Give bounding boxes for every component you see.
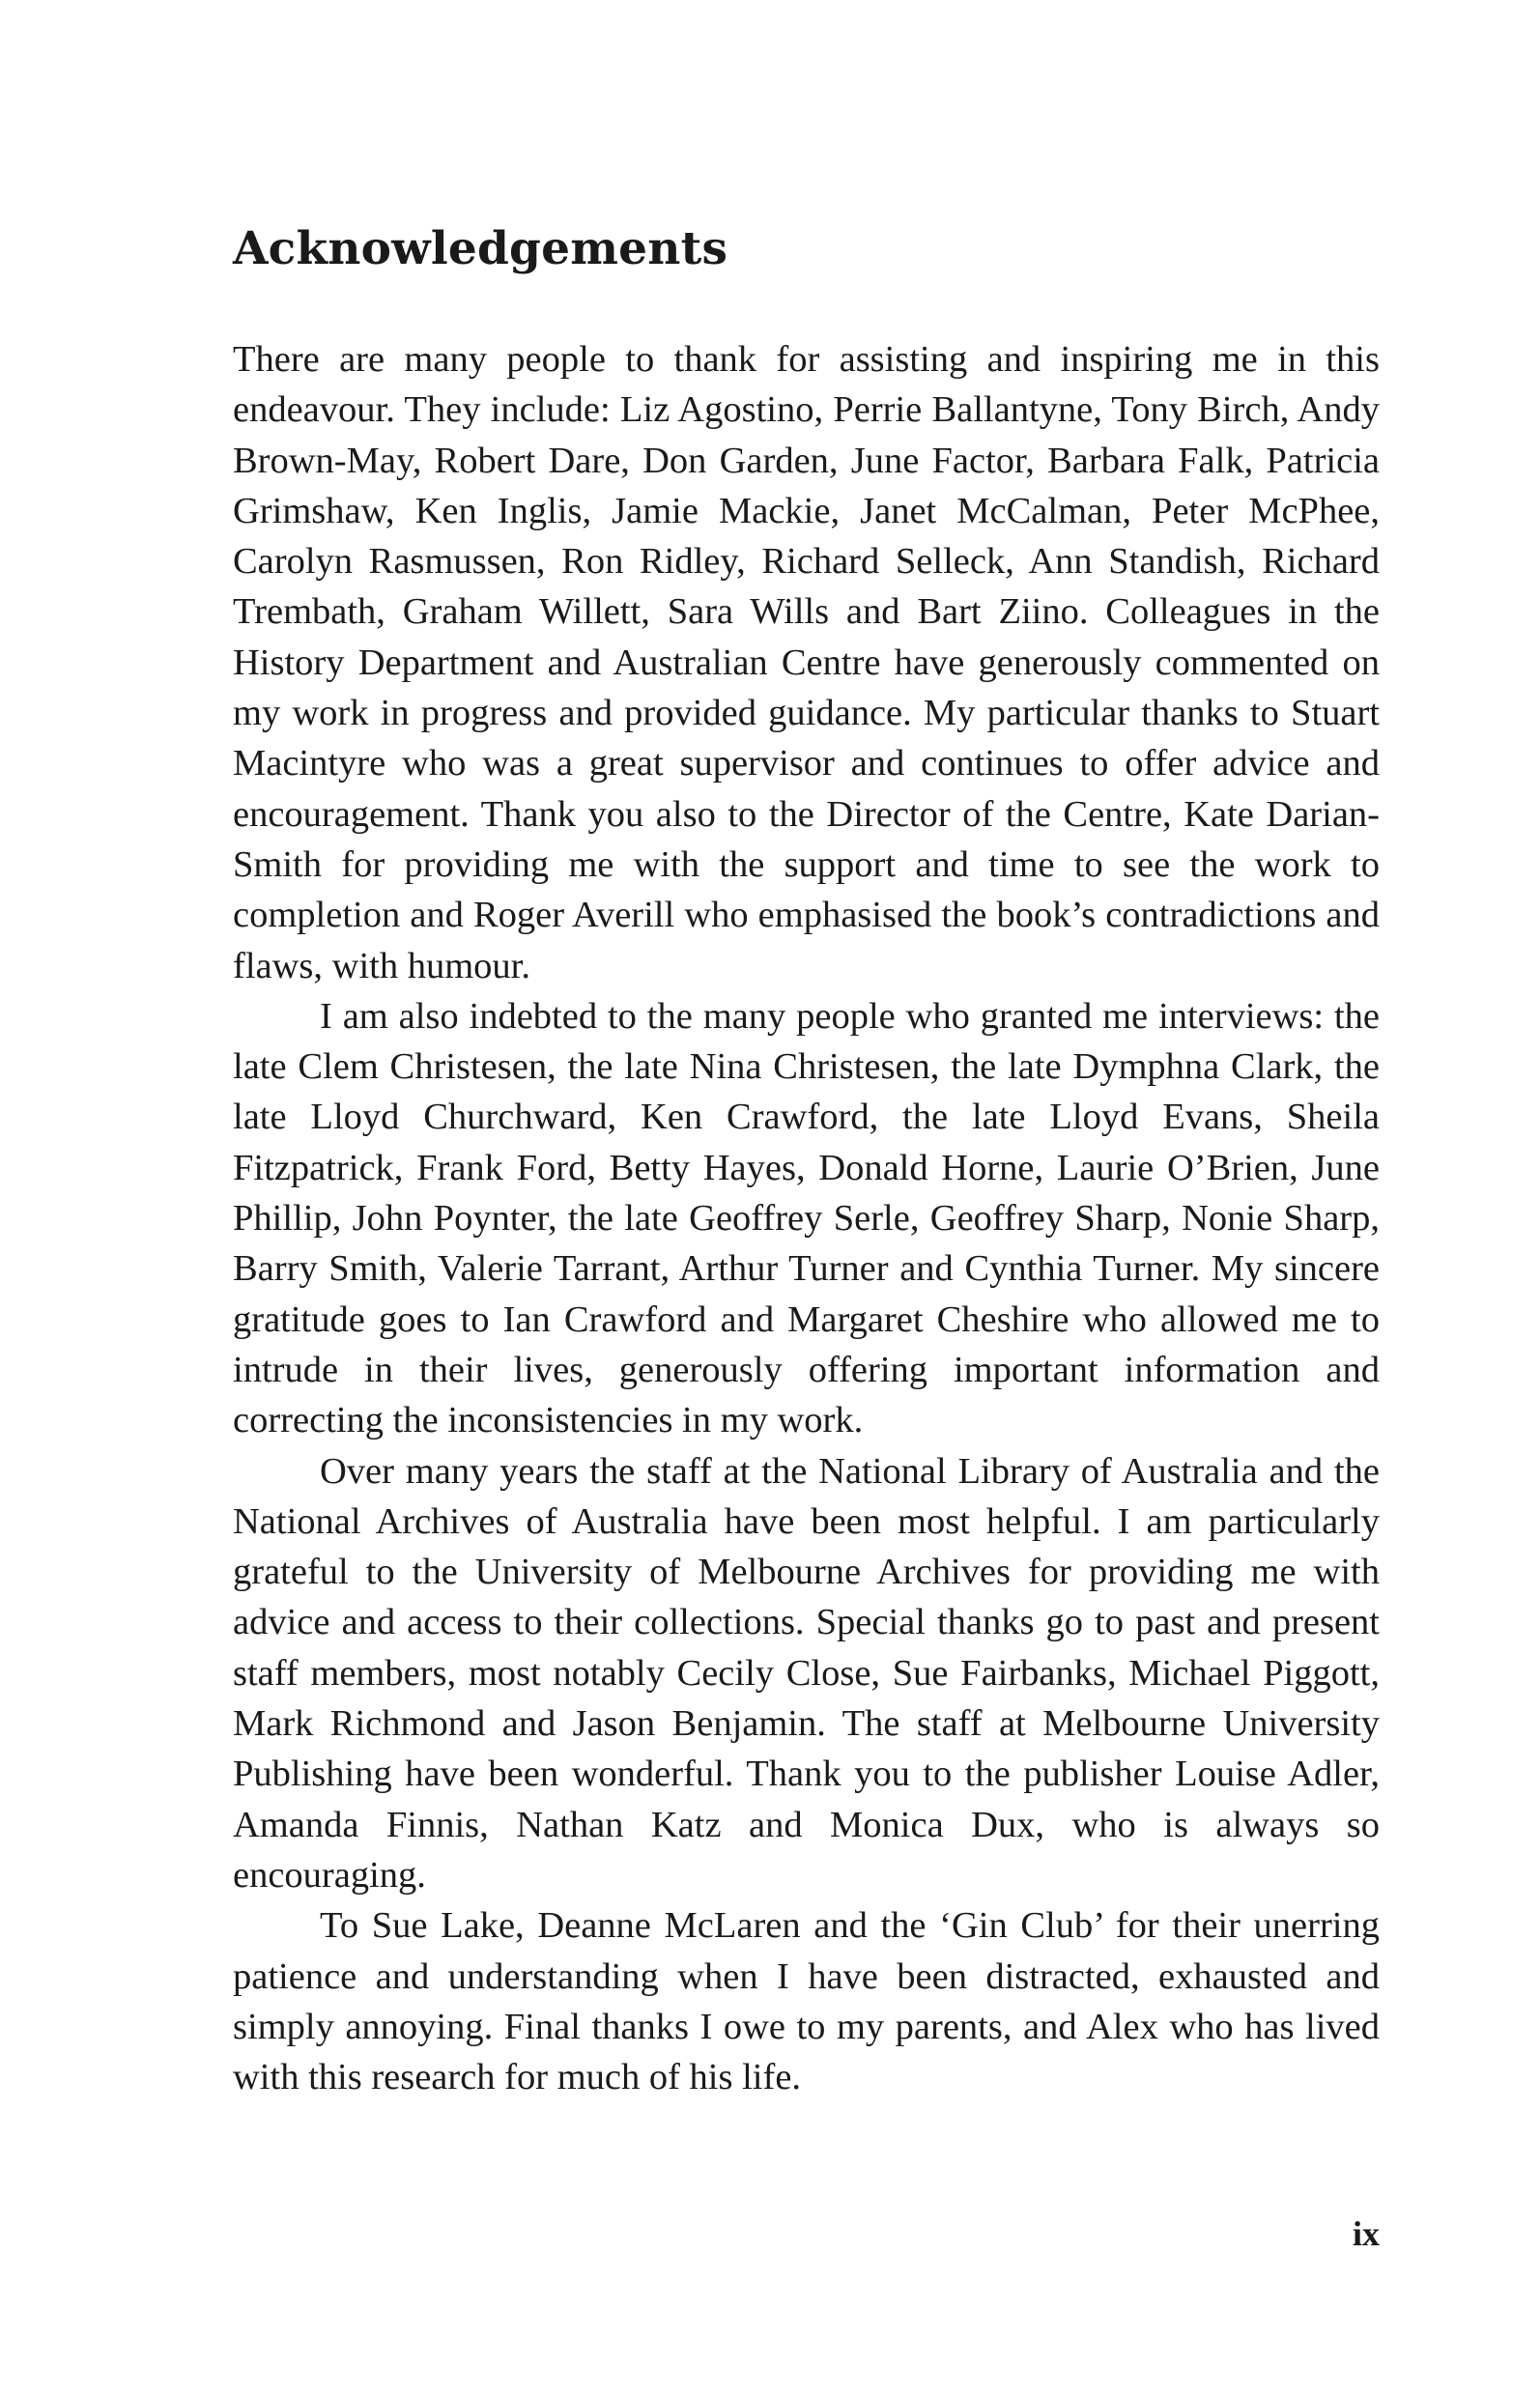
page-number: ix	[1352, 2214, 1380, 2253]
paragraph-1: There are many people to thank for assisting and inspiring me in this endeavour. They include: Liz Agostino, Perrie Ballantyne, Tony Birch, Andy Brown-May, Robert Dare, Don Garden, June Factor, Barbara Falk, Patricia Grimshaw, Ken Inglis, Jamie Mackie, Janet McCalman, Peter McPhee, Carolyn Rasmussen, Ron Ridley, Richard Selleck, Ann Standish, Richard Trembath, Graham Willett, Sara Wills and Bart Ziino. Colleagues in the History Department and Australian Centre have generously commented on my work in progress and provided guidance. My particular thanks to Stuart Macintyre who was a great supervisor and continues to offer advice and encouragement. Thank you also to the Director of the Centre, Kate Darian-Smith for providing me with the support and time to see the work to completion and Roger Averill who emphasised the book’s contradictions and flaws, with humour.	[233, 339, 1380, 986]
page-title: Acknowledgements	[233, 222, 728, 275]
paragraph-3: Over many years the staff at the National Library of Australia and the National Archives of Australia have been most helpful. I am particularly grateful to the University of Melbourne Archives for providing me with advice and access to their collections. Special thanks go to past and present staff members, most notably Cecily Close, Sue Fairbanks, Michael Piggott, Mark Richmond and Jason Benjamin. The staff at Melbourne University Publishing have been wonderful. Thank you to the publisher Louise Adler, Amanda Finnis, Nathan Katz and Monica Dux, who is always so encouraging.	[233, 1450, 1380, 1896]
paragraph-4: To Sue Lake, Deanne McLaren and the ‘Gin Club’ for their unerring patience and understanding when I have been distracted, exhausted and simply annoying. Final thanks I owe to my parents, and Alex who has lived with this research for much of his life.	[233, 1905, 1380, 2098]
body-text	[233, 334, 1380, 2102]
paragraph-2: I am also indebted to the many people who granted me interviews: the late Clem Christesen, the late Nina Christesen, the late Dymphna Clark, the late Lloyd Churchward, Ken Crawford, the late Lloyd Evans, Sheila Fitzpatrick, Frank Ford, Betty Hayes, Donald Horne, Laurie O’Brien, June Phillip, John Poynter, the late Geoffrey Serle, Geoffrey Sharp, Nonie Sharp, Barry Smith, Valerie Tarrant, Arthur Turner and Cynthia Turner. My sincere gratitude goes to Ian Crawford and Margaret Cheshire who allowed me to intrude in their lives, generously offering important information and correcting the inconsistencies in my work.	[233, 995, 1380, 1441]
